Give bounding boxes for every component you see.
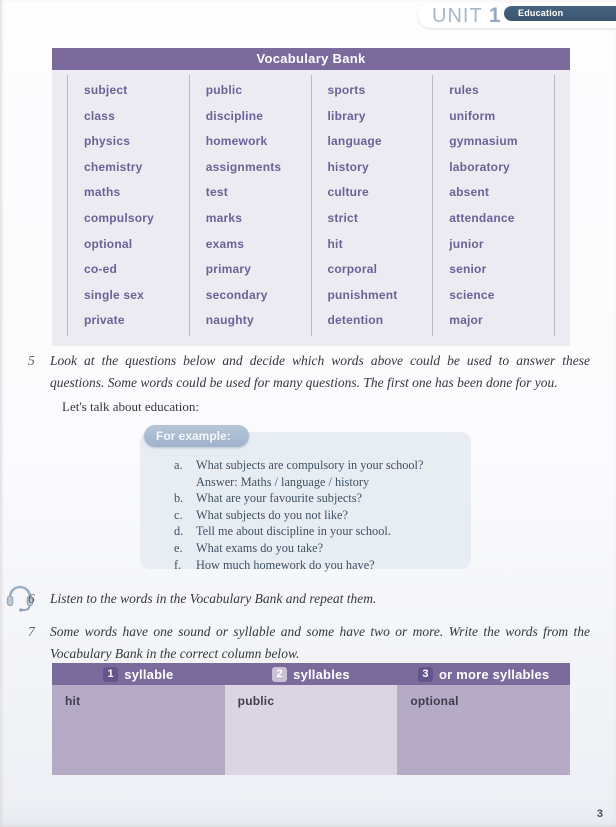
example-item — [174, 490, 461, 507]
exercise-6 — [28, 588, 590, 610]
vocab-word: secondary — [205, 287, 268, 302]
vocab-word: optional — [84, 236, 133, 251]
vocab-word: rules — [449, 83, 479, 97]
vocab-word: co-ed — [84, 262, 118, 277]
vocab-word: library — [327, 108, 366, 123]
exercise-6-number: 6 — [28, 591, 35, 606]
vocab-word: sports — [327, 83, 366, 97]
example-item — [174, 540, 461, 557]
vocab-column-1 — [67, 75, 189, 336]
exercise-7-text: Some words have one sound or syllable and some have two or more. Write the words from the Vocabulary Bank in the correct column below. — [50, 624, 590, 661]
example-item-text: Tell me about discipline in your school. — [196, 524, 391, 539]
unit-label: UNIT — [432, 4, 483, 27]
syllable-count-box: 2 — [272, 667, 287, 682]
vocab-word: private — [84, 313, 125, 328]
syllable-header-2 — [225, 663, 398, 685]
vocab-word: uniform — [449, 108, 496, 123]
exercise-5 — [28, 350, 590, 393]
syllable-count-box: 1 — [103, 667, 118, 682]
vocab-word: physics — [84, 134, 131, 149]
example-item-text: What exams do you take? — [196, 540, 324, 555]
page-number: 3 — [596, 808, 603, 820]
syllable-count-box: 3 — [418, 667, 433, 682]
example-item-text: How much homework do you have? — [196, 557, 375, 572]
unit-number: 1 — [488, 3, 502, 27]
example-item-letter: c. — [174, 507, 183, 522]
vocab-word: junior — [449, 236, 484, 251]
vocab-word: laboratory — [449, 159, 510, 174]
vocab-word: public — [205, 83, 243, 97]
vocabulary-bank-title: Vocabulary Bank — [52, 48, 570, 70]
vocab-word: language — [327, 134, 382, 149]
vocab-word: corporal — [327, 262, 378, 277]
example-item-letter: d. — [174, 524, 184, 539]
syllable-cell-2: public — [225, 685, 398, 775]
example-item-text: What subjects do you not like? — [196, 507, 348, 522]
vocab-word: discipline — [205, 108, 264, 123]
syllable-table — [52, 663, 570, 775]
vocab-word: culture — [327, 185, 369, 200]
example-item-letter: a. — [174, 458, 183, 472]
syllable-header-1 — [52, 663, 225, 685]
vocab-column-2 — [189, 75, 311, 336]
intro-line: Let's talk about education: — [62, 399, 199, 414]
vocab-word: attendance — [449, 210, 515, 225]
syllable-header-3 — [397, 663, 570, 685]
vocab-word: history — [327, 159, 369, 174]
syllable-header-label: or more syllables — [439, 666, 550, 682]
vocab-word: senior — [449, 262, 487, 277]
exercise-5-number: 5 — [28, 353, 35, 368]
vocab-word: single sex — [84, 287, 145, 302]
vocab-word: major — [449, 313, 483, 328]
vocab-word: primary — [205, 262, 252, 277]
syllable-header-label: syllables — [293, 666, 350, 682]
unit-topic-badge: Education — [503, 5, 616, 22]
unit-banner — [418, 3, 616, 28]
vocab-column-4 — [432, 75, 554, 336]
vocab-word: absent — [449, 185, 490, 200]
vocab-word: maths — [84, 185, 121, 200]
example-item — [174, 523, 461, 540]
vocab-column-3 — [311, 75, 433, 336]
vocab-word: naughty — [205, 313, 254, 328]
vocab-word: detention — [327, 313, 384, 328]
example-list — [140, 432, 471, 581]
vocab-word: test — [205, 185, 228, 200]
vocabulary-bank-body — [52, 70, 570, 346]
vocab-word: science — [449, 287, 495, 302]
for-example-badge: For example: — [144, 425, 249, 447]
example-item — [174, 557, 461, 574]
example-item-letter: e. — [174, 540, 183, 555]
exercise-5-text: Look at the questions below and decide which words above could be used to answer these questions. Some words could be used for many questions. The first one has been done for you. — [50, 353, 590, 390]
exercise-6-text: Listen to the words in the Vocabulary Bank and repeat them. — [50, 591, 377, 606]
example-item-letter: b. — [174, 491, 184, 506]
vocab-word: punishment — [327, 287, 398, 302]
vocab-word: hit — [327, 236, 343, 251]
vocab-word: gymnasium — [449, 134, 518, 149]
vocab-word: chemistry — [84, 159, 143, 174]
example-item-answer: Answer: Maths / language / history — [196, 474, 370, 489]
example-item-text: What subjects are compulsory in your school? — [196, 458, 424, 472]
exercise-7 — [28, 621, 590, 664]
vocab-word: assignments — [205, 159, 282, 174]
syllable-cell-1: hit — [52, 685, 225, 775]
vocab-word: homework — [205, 134, 268, 149]
example-item-letter: f. — [174, 557, 182, 572]
vocab-word: marks — [205, 210, 243, 225]
syllable-header-label: syllable — [124, 666, 174, 682]
vocab-word: compulsory — [84, 210, 155, 225]
example-item-text: What are your favourite subjects? — [196, 491, 362, 506]
syllable-table-body — [52, 685, 570, 775]
syllable-table-header — [52, 663, 570, 685]
example-item — [174, 457, 461, 474]
vocab-word: subject — [84, 83, 128, 97]
vocab-word: exams — [205, 236, 245, 251]
example-box — [140, 429, 471, 572]
example-item — [174, 507, 461, 524]
syllable-cell-3: optional — [397, 685, 570, 775]
vocab-word: class — [84, 108, 116, 123]
unit-title — [432, 3, 502, 27]
vocab-word: strict — [327, 210, 359, 225]
exercise-7-number: 7 — [28, 624, 35, 639]
vocabulary-bank-table — [52, 48, 570, 346]
